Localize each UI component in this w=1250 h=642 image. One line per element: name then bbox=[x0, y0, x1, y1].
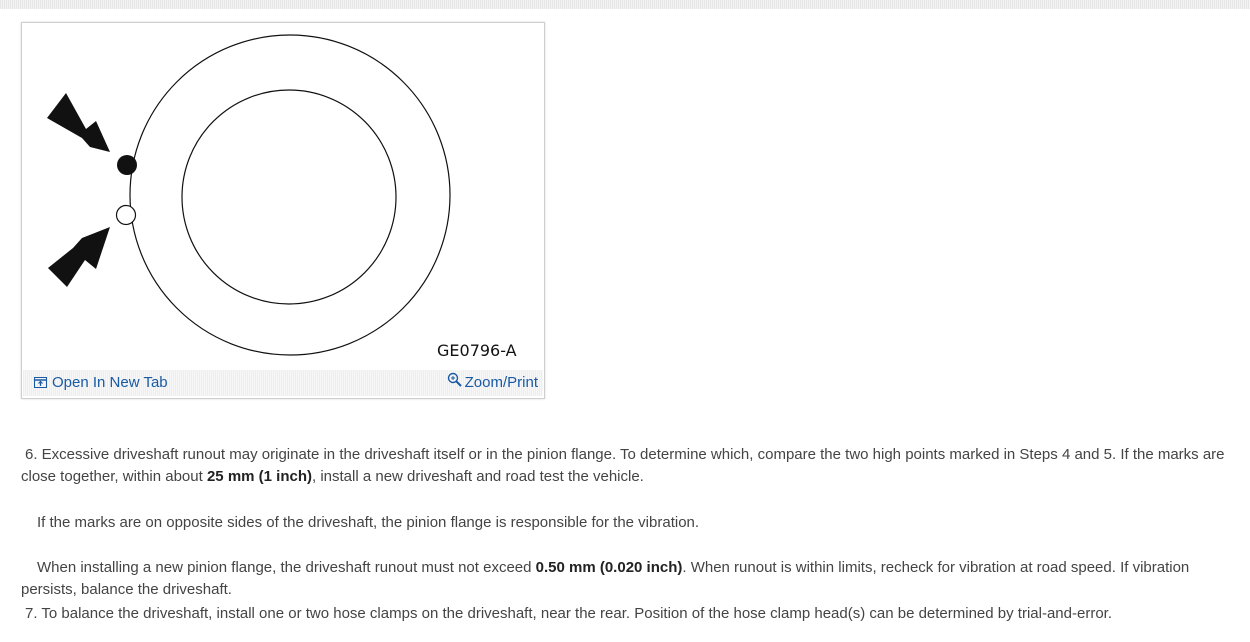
pinion-install-paragraph bbox=[21, 557, 1236, 601]
open-new-tab-link[interactable] bbox=[34, 374, 168, 391]
step-6-text-c: , install a new driveshaft and road test the vehicle. bbox=[312, 468, 644, 485]
zoom-icon bbox=[447, 372, 463, 388]
open-new-tab-label: Open In New Tab bbox=[52, 374, 168, 391]
figure-code: GE0796-A bbox=[437, 341, 517, 360]
outer-ring bbox=[130, 35, 450, 355]
step-6-measure: 25 mm (1 inch) bbox=[206, 468, 312, 485]
step-7-paragraph bbox=[21, 603, 1236, 625]
zoom-print-label: Zoom/Print bbox=[464, 374, 538, 391]
pinion-install-text-a: When installing a new pinion flange, the driveshaft runout must not exceed bbox=[37, 559, 536, 576]
inner-ring bbox=[182, 90, 396, 304]
open-new-tab-icon bbox=[34, 377, 47, 388]
step-7-text: 7. To balance the driveshaft, install one or two hose clamps on the driveshaft, near the rear. Position of the hose clamp head(s) can be determined by trial-and-error. bbox=[25, 605, 1112, 622]
pinion-install-text-c: . When runout is within limits, recheck for vibration at road speed. If vibration persists, balance the driveshaft. bbox=[21, 559, 1190, 598]
step-6-paragraph bbox=[21, 444, 1236, 488]
step-6-text-a: 6. Excessive driveshaft runout may originate in the driveshaft itself or in the pinion flange. To determine which, compare the two high points marked in Steps 4 and 5. If the marks are close together, within about bbox=[21, 446, 1225, 485]
arrow-upper bbox=[47, 93, 110, 152]
high-point-mark-filled bbox=[117, 155, 137, 175]
opposite-sides-text: If the marks are on opposite sides of the driveshaft, the pinion flange is responsible for the vibration. bbox=[37, 514, 700, 531]
flange-diagram bbox=[22, 23, 544, 368]
figure-panel bbox=[21, 22, 545, 399]
arrow-lower bbox=[48, 227, 110, 287]
high-point-mark-open bbox=[117, 206, 136, 225]
top-strip bbox=[0, 0, 1250, 9]
opposite-sides-paragraph bbox=[21, 512, 1236, 534]
zoom-print-link[interactable] bbox=[447, 374, 538, 391]
pinion-install-measure: 0.50 mm (0.020 inch) bbox=[535, 559, 683, 576]
